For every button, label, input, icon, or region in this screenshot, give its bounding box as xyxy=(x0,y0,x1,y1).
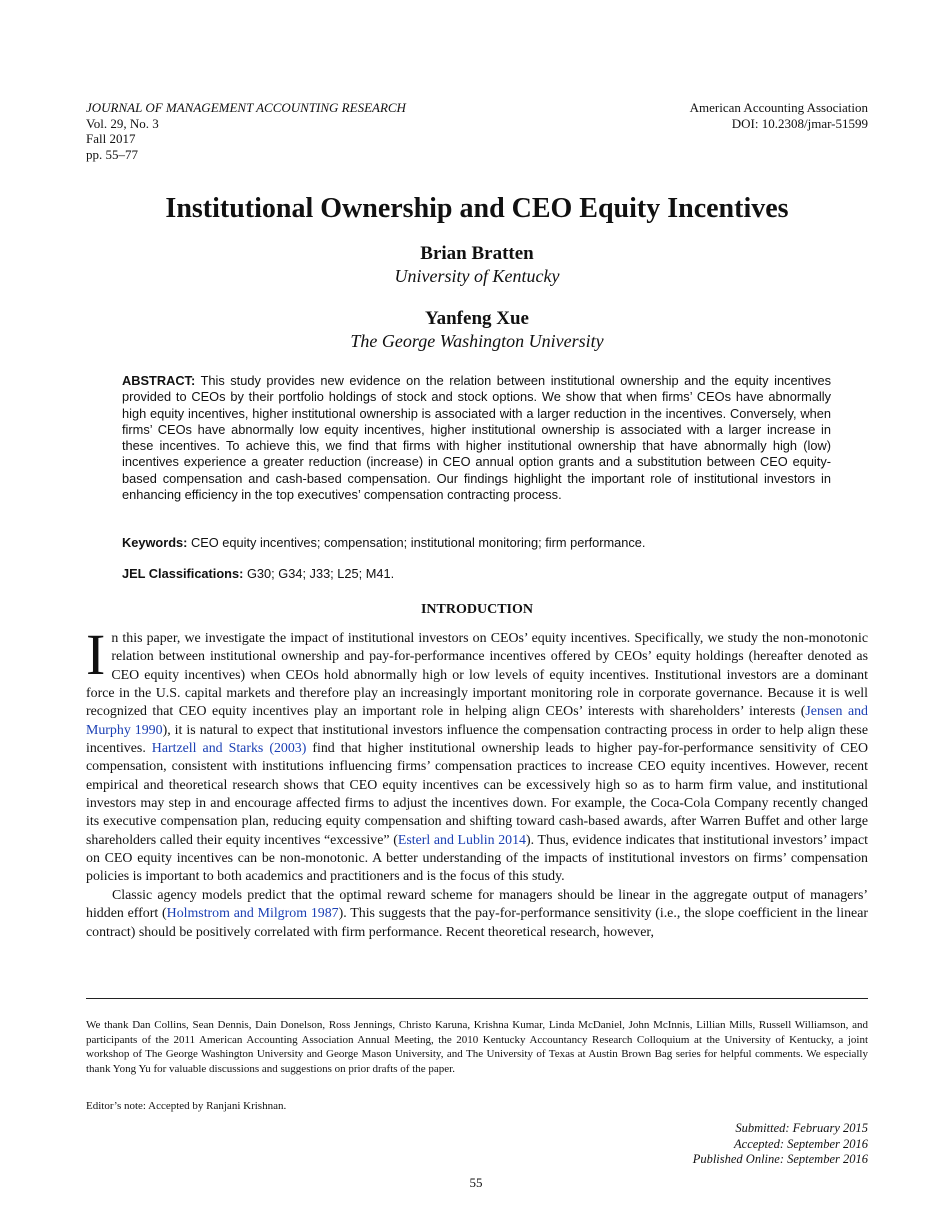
footnote-divider xyxy=(86,998,868,999)
journal-name: JOURNAL OF MANAGEMENT ACCOUNTING RESEARCH xyxy=(86,100,406,115)
paragraph xyxy=(86,622,869,887)
journal-header xyxy=(86,100,406,162)
drop-cap: I xyxy=(86,622,106,687)
journal-season: Fall 2017 xyxy=(86,131,136,146)
author-affiliation: The George Washington University xyxy=(350,331,604,351)
publication-dates xyxy=(693,1121,868,1168)
jel-label: JEL Classifications: xyxy=(122,566,244,581)
journal-pages: pp. 55–77 xyxy=(86,146,138,162)
jel-classifications xyxy=(122,566,831,582)
text-span: ), it is natural to expect that institutional investors influence the compensation contracting process in order to help align these incentives. xyxy=(86,722,868,757)
abstract xyxy=(122,373,831,503)
author-name: Brian Bratten xyxy=(420,243,534,264)
text-span: n this paper, we investigate the impact of institutional investors on CEOs’ equity incentives. Specifically, we study the non-monotonic relation between institutional ownership and pay-for-performance incentives offered by CEOs’ equity holdings (hereafter denoted as CEO equity incentives) when CEOs hold abnormally high or low levels of equity incentives. Institutional investors are a dominant force in the U.S. capital markets and therefore play an increasingly important monitoring role in corporate governance. Because it is well recognized that CEO equity incentives play an important role in helping align CEOs’ interests with shareholders’ interests ( xyxy=(86,631,868,720)
editor-note: Editor’s note: Accepted by Ranjani Krishnan. xyxy=(86,1100,287,1112)
section-heading: INTRODUCTION xyxy=(420,602,533,617)
text-span: ). This suggests that the pay-for-performance sensitivity (i.e., the slope coefficient in the linear contract) should be positively correlated with firm performance. Recent theoretical research, however, xyxy=(86,906,868,940)
citation-link[interactable]: Esterl and Lublin 2014 xyxy=(397,832,526,848)
citation-link[interactable]: Jensen and Murphy 1990 xyxy=(86,704,868,738)
published-date: Published Online: September 2016 xyxy=(692,1152,868,1166)
abstract-text: This study provides new evidence on the relation between institutional ownership and the equity incentives provided to CEOs by their portfolio holdings of stock and stock options. We show that when firms’ CEOs have abnormally high equity incentives, higher institutional ownership is associated with a larger reduction in the incentives. Conversely, when firms’ CEOs have abnormally low equity incentives, higher institutional ownership is associated with a larger increase in these incentives. To achieve this, we find that firms with higher institutional ownership that have abnormally high (low) incentives experience a greater reduction (increase) in CEO annual option grants and a substitution between CEO equity-based compensation and cash-based compensation. Our findings highlight the important role of institutional investors in enhancing efficiency in the top executives’ compensation contracting process. xyxy=(122,373,832,503)
keywords-text: CEO equity incentives; compensation; institutional monitoring; firm performance. xyxy=(190,535,646,550)
page-number: 55 xyxy=(469,1175,483,1190)
publisher-header xyxy=(690,100,868,131)
doi[interactable]: DOI: 10.2308/jmar-51599 xyxy=(731,115,868,131)
abstract-label: ABSTRACT: xyxy=(122,373,196,388)
author-affiliation: University of Kentucky xyxy=(394,266,560,286)
author-name: Yanfeng Xue xyxy=(425,308,529,329)
body-text xyxy=(86,622,869,942)
accepted-date: Accepted: September 2016 xyxy=(734,1136,868,1151)
paper-title: Institutional Ownership and CEO Equity Incentives xyxy=(165,193,789,224)
keywords-label: Keywords: xyxy=(122,535,188,550)
jel-text: G30; G34; J33; L25; M41. xyxy=(246,566,395,581)
text-span: ). Thus, evidence indicates that institutional investors’ impact on CEO equity incentives can be non-monotonic. A better understanding of the impacts of institutional investors on firms’ compensation policies is important to both academics and practitioners and is the focus of this study. xyxy=(86,832,868,885)
keywords xyxy=(122,535,831,551)
citation-link[interactable]: Holmstrom and Milgrom 1987 xyxy=(166,906,339,922)
acknowledgments: We thank Dan Collins, Sean Dennis, Dain Donelson, Ross Jennings, Christo Karuna, Krishna Kumar, Linda McDaniel, John McInnis, Lillian Mills, Russell Williamson, and participants of the 2011 American Accounting Association Annual Meeting, the 2010 Kentucky Accountancy Research Colloquium at the University of Kentucky, a joint workshop of The George Washington University and George Mason University, and The University of Texas at Austin Brown Bag series for helpful comments. We especially thank Yong Yu for valuable discussions and suggestions on prior drafts of the paper. xyxy=(86,1019,868,1075)
text-span: find that higher institutional ownership leads to higher pay-for-performance sensitivity of CEO compensation, consistent with institutions influencing firms’ compensation practices to increase CEO equity incentives. However, recent empirical and theoretical research shows that CEO equity incentives can be excessively high so as to harm firm value, and institutional investors may step in and encourage affected firms to adjust the incentives down. For example, the Coca-Cola Company recently changed its executive compensation plan, reducing equity compensation and shifting toward cash-based awards, after Warren Buffet and other large shareholders called their equity incentives “excessive” ( xyxy=(86,741,869,848)
journal-volume: Vol. 29, No. 3 xyxy=(86,115,159,131)
submitted-date: Submitted: February 2015 xyxy=(735,1121,868,1135)
paragraph xyxy=(86,887,868,942)
publisher-name: American Accounting Association xyxy=(689,100,868,115)
text-span: Classic agency models predict that the optimal reward scheme for managers should be linear in the aggregate output of managers’ hidden effort ( xyxy=(86,887,868,922)
citation-link[interactable]: Hartzell and Starks (2003) xyxy=(151,741,307,757)
